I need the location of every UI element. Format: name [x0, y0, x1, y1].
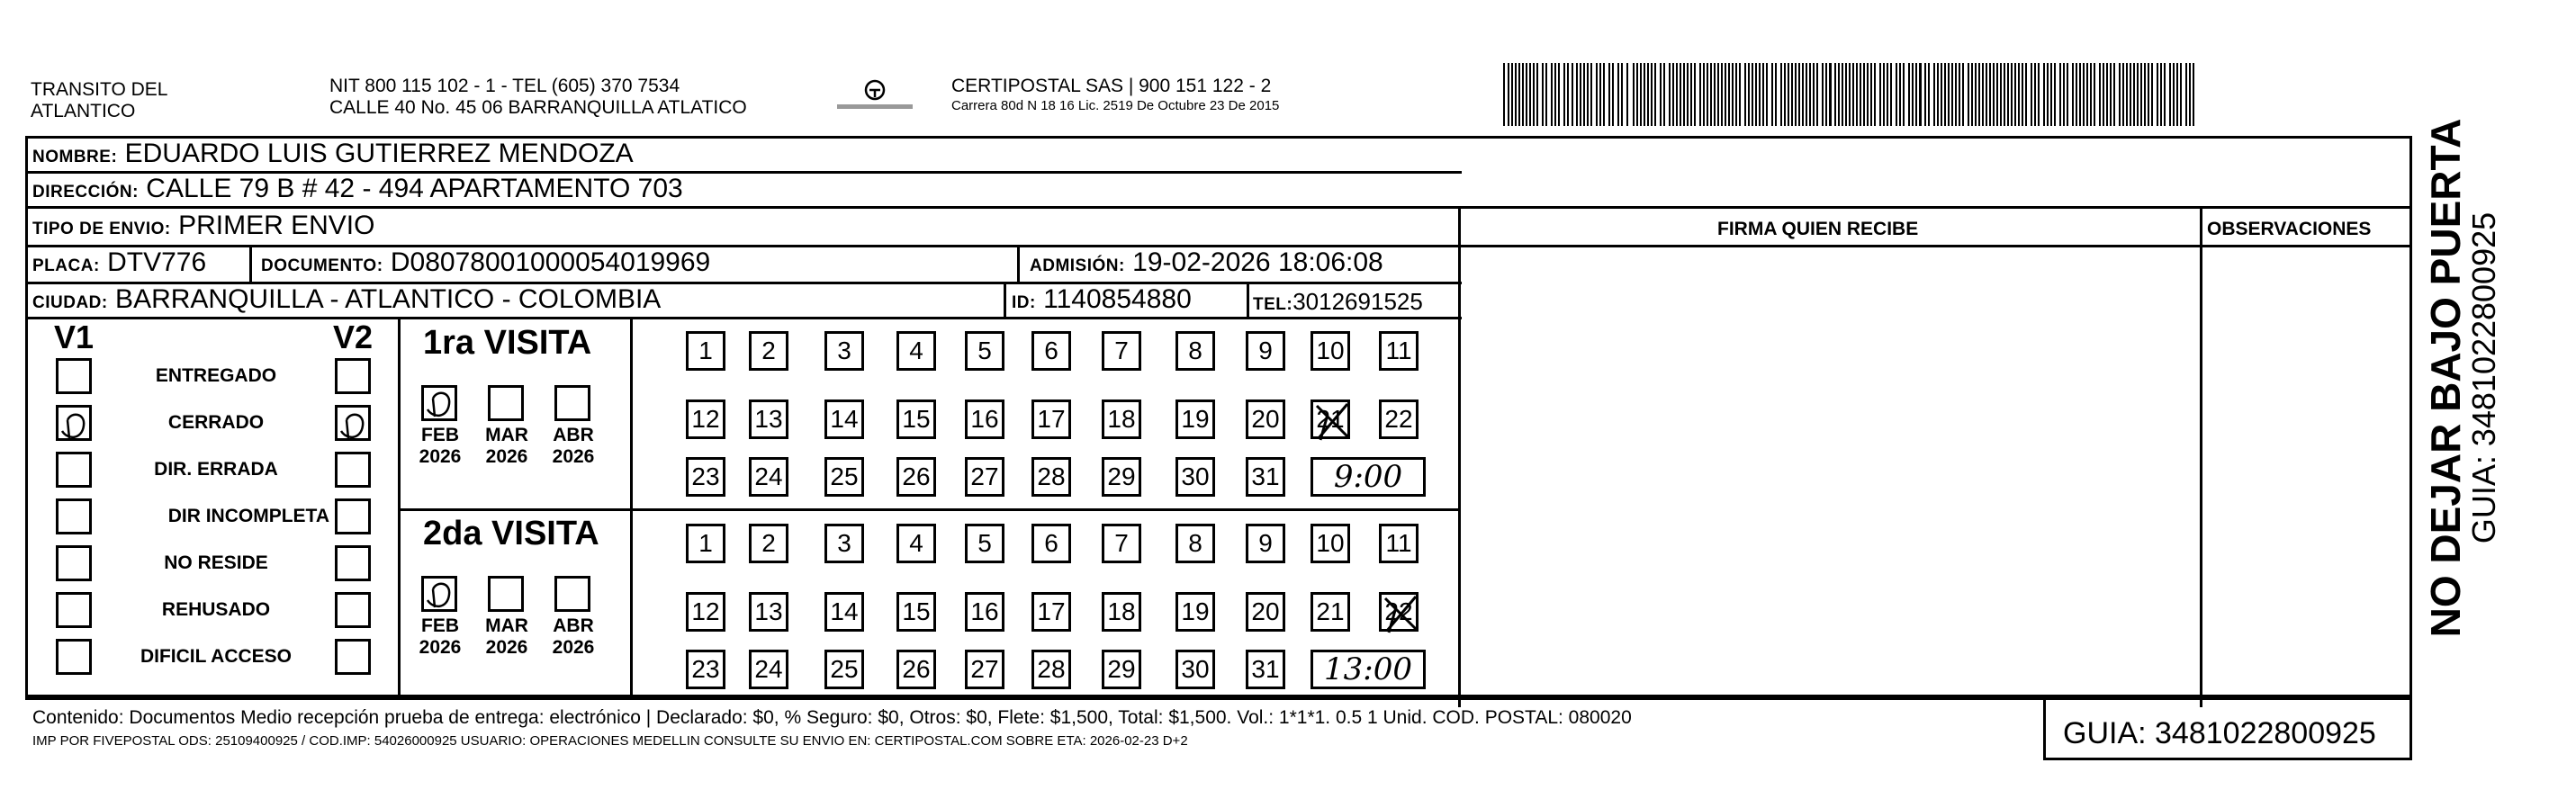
v2-checkbox[interactable] [335, 498, 371, 534]
nombre-field [32, 139, 634, 173]
day-number: 24 [754, 655, 783, 683]
day-box[interactable] [824, 457, 864, 497]
day-number: 25 [830, 462, 859, 490]
day-number: 24 [754, 462, 783, 490]
day-box[interactable] [965, 592, 1004, 632]
documento-label: DOCUMENTO: [261, 256, 383, 275]
day-box[interactable] [824, 399, 864, 439]
day-number: 18 [1107, 405, 1136, 433]
day-box[interactable] [824, 331, 864, 371]
day-number: 11 [1385, 337, 1412, 364]
day-number: 27 [970, 462, 999, 490]
day-number: 30 [1181, 462, 1210, 490]
id-label: ID: [1012, 293, 1036, 312]
tipo-envio-value: PRIMER ENVIO [170, 211, 375, 240]
day-number: 14 [830, 597, 859, 625]
visit1-title: 1ra VISITA [423, 324, 592, 362]
day-number: 9 [1258, 529, 1273, 557]
day-box[interactable] [1311, 331, 1350, 371]
id-field [1012, 284, 1192, 319]
day-box[interactable] [1102, 592, 1141, 632]
day-number: 29 [1107, 655, 1136, 683]
day-box[interactable] [1175, 457, 1215, 497]
day-number: 6 [1044, 529, 1058, 557]
day-box[interactable] [965, 399, 1004, 439]
issuer-address: CALLE 40 No. 45 06 BARRANQUILLA ATLATICO [329, 97, 747, 118]
day-box[interactable] [749, 524, 788, 563]
placa-field [32, 247, 206, 282]
day-box[interactable] [824, 592, 864, 632]
handwritten-time[interactable]: 13:00 [1311, 650, 1426, 689]
day-number: 2 [761, 337, 776, 364]
ciudad-value: BARRANQUILLA - ATLANTICO - COLOMBIA [107, 284, 662, 314]
tipo-envio-label: TIPO DE ENVIO: [32, 220, 171, 238]
status-label: ENTREGADO [155, 365, 277, 386]
direccion-value: CALLE 79 B # 42 - 494 APARTAMENTO 703 [138, 174, 683, 203]
check-mark-icon [420, 573, 460, 617]
day-number: 5 [977, 337, 992, 364]
day-number: 7 [1114, 337, 1129, 364]
id-value: 1140854880 [1035, 284, 1192, 314]
issuer-line2: ATLANTICO [31, 101, 136, 121]
day-number: 19 [1181, 405, 1210, 433]
tel-field [1253, 286, 1423, 320]
day-box[interactable] [896, 399, 936, 439]
day-number: 26 [902, 462, 931, 490]
day-box[interactable] [749, 331, 788, 371]
issuer-name [31, 79, 167, 122]
day-number: 10 [1316, 529, 1345, 557]
day-box[interactable] [1175, 331, 1215, 371]
day-number: 19 [1181, 597, 1210, 625]
day-box[interactable] [686, 650, 725, 689]
day-number: 17 [1037, 405, 1066, 433]
day-number: 29 [1107, 462, 1136, 490]
day-box[interactable] [896, 592, 936, 632]
day-box[interactable] [1102, 331, 1141, 371]
month-label: FEB 2026 [419, 425, 462, 467]
day-box[interactable] [1175, 592, 1215, 632]
day-box[interactable] [1102, 399, 1141, 439]
day-box[interactable] [965, 331, 1004, 371]
day-box[interactable] [1246, 457, 1285, 497]
month-checkbox[interactable] [554, 576, 590, 612]
ciudad-field [32, 284, 661, 319]
day-box[interactable] [749, 399, 788, 439]
day-number: 10 [1316, 337, 1345, 364]
courier-line2: Carrera 80d N 18 16 Lic. 2519 De Octubre 23 De 2015 [951, 98, 1280, 113]
side-text [2422, 108, 2506, 648]
day-box[interactable] [1175, 650, 1215, 689]
day-number: 4 [909, 337, 923, 364]
status-label: DIR. ERRADA [154, 459, 278, 480]
day-box[interactable] [896, 650, 936, 689]
day-box[interactable] [686, 457, 725, 497]
day-box[interactable] [965, 650, 1004, 689]
day-number: 3 [837, 529, 851, 557]
status-label: REHUSADO [161, 599, 271, 620]
day-box[interactable] [1311, 524, 1350, 563]
side-warning: NO DEJAR BAJO PUERTA [2422, 118, 2469, 638]
nombre-label: NOMBRE: [32, 148, 118, 166]
direccion-label: DIRECCIÓN: [32, 183, 139, 202]
day-box[interactable] [686, 399, 725, 439]
observaciones-label: OBSERVACIONES [2207, 219, 2372, 239]
day-number: 15 [902, 405, 931, 433]
day-box[interactable] [965, 457, 1004, 497]
issuer-contact [329, 76, 747, 119]
documento-value: D08078001000054019969 [383, 247, 711, 277]
month-checkbox[interactable] [554, 385, 590, 421]
footer-contenido: Contenido: Documentos Medio recepción prueba de entrega: electrónico | Declarado: $0, % Seguro: $0, Otros: $0, Flete: $1,500, Total: $1,500. Vol.: 1*1*1. 0.5 1 Unid. COD. POSTAL: 080020 [32, 707, 1632, 728]
day-number: 17 [1037, 597, 1066, 625]
courier-logo [832, 77, 918, 117]
month-checkbox[interactable] [488, 576, 524, 612]
month-label: ABR 2026 [552, 425, 595, 467]
barcode [1501, 63, 2203, 126]
day-box[interactable] [749, 457, 788, 497]
footer-imp: IMP POR FIVEPOSTAL ODS: 25109400925 / COD.IMP: 54026000925 USUARIO: OPERACIONES MEDELLIN CONSULTE SU ENVIO EN: CERTIPOSTAL.COM SOBRE ETA: 2026-02-23 D+2 [32, 733, 1188, 749]
day-number: 23 [691, 655, 720, 683]
day-box[interactable] [1246, 331, 1285, 371]
admision-value: 19-02-2026 18:06:08 [1124, 247, 1383, 277]
day-number: 13 [754, 405, 783, 433]
firma-label: FIRMA QUIEN RECIBE [1717, 219, 1919, 239]
day-number: 21 [1316, 405, 1345, 433]
visit2-title: 2da VISITA [423, 515, 599, 552]
day-box[interactable] [896, 331, 936, 371]
day-number: 8 [1188, 337, 1202, 364]
placa-value: DTV776 [99, 247, 207, 277]
day-number: 12 [691, 405, 720, 433]
tel-label: TEL: [1253, 295, 1293, 314]
month-checkbox[interactable] [421, 576, 457, 612]
day-box[interactable] [1175, 399, 1215, 439]
day-number: 31 [1251, 462, 1280, 490]
day-number: 4 [909, 529, 923, 557]
day-number: 1 [698, 529, 713, 557]
day-box[interactable] [1102, 650, 1141, 689]
day-box[interactable] [1031, 592, 1071, 632]
day-box[interactable] [1379, 331, 1419, 371]
month-label: FEB 2026 [419, 615, 462, 658]
v1-header: V1 [54, 319, 95, 355]
form-frame [25, 136, 2412, 697]
tel-value: 3012691525 [1293, 288, 1423, 315]
day-box[interactable] [686, 592, 725, 632]
day-box[interactable] [1102, 457, 1141, 497]
check-mark-icon [420, 382, 460, 426]
month-label: ABR 2026 [552, 615, 595, 658]
day-box[interactable] [1246, 650, 1285, 689]
day-number: 16 [970, 597, 999, 625]
admision-field [1030, 247, 1383, 282]
day-number: 1 [698, 337, 713, 364]
ciudad-label: CIUDAD: [32, 293, 108, 312]
day-box[interactable] [824, 524, 864, 563]
day-number: 5 [977, 529, 992, 557]
placa-label: PLACA: [32, 256, 100, 275]
day-box[interactable] [1175, 524, 1215, 563]
month-checkbox[interactable] [421, 385, 457, 421]
day-box[interactable] [1102, 524, 1141, 563]
handwritten-time[interactable]: 9:00 [1311, 457, 1426, 497]
courier-line1: CERTIPOSTAL SAS | 900 151 122 - 2 [951, 76, 1272, 96]
direccion-field [32, 174, 683, 208]
day-number: 31 [1251, 655, 1280, 683]
day-box[interactable] [1031, 650, 1071, 689]
day-number: 6 [1044, 337, 1058, 364]
v2-header: V2 [333, 319, 374, 355]
day-number: 11 [1385, 529, 1412, 557]
day-number: 25 [830, 655, 859, 683]
day-number: 3 [837, 337, 851, 364]
day-box[interactable] [965, 524, 1004, 563]
day-box[interactable] [1379, 592, 1419, 632]
documento-field [261, 247, 710, 282]
day-box[interactable] [749, 650, 788, 689]
day-number: 20 [1251, 405, 1280, 433]
day-number: 16 [970, 405, 999, 433]
day-number: 15 [902, 597, 931, 625]
admision-label: ADMISIÓN: [1030, 256, 1125, 275]
side-guia: GUIA: 3481022800925 [2465, 211, 2502, 544]
day-box[interactable] [896, 457, 936, 497]
day-number: 12 [691, 597, 720, 625]
day-number: 13 [754, 597, 783, 625]
day-number: 23 [691, 462, 720, 490]
status-label: CERRADO [167, 412, 265, 433]
status-label: DIFICIL ACCESO [140, 646, 292, 667]
day-number: 28 [1037, 462, 1066, 490]
day-box[interactable] [1031, 399, 1071, 439]
day-box[interactable] [896, 524, 936, 563]
day-box[interactable] [686, 524, 725, 563]
day-number: 26 [902, 655, 931, 683]
day-box[interactable] [1311, 592, 1350, 632]
month-label: MAR 2026 [485, 425, 528, 467]
day-number: 18 [1107, 597, 1136, 625]
tipo-envio-field [32, 211, 374, 245]
day-box[interactable] [1379, 399, 1419, 439]
status-label: NO RESIDE [164, 552, 268, 573]
day-number: 2 [761, 529, 776, 557]
nit-line: NIT 800 115 102 - 1 - TEL (605) 370 7534 [329, 76, 680, 96]
day-box[interactable] [824, 650, 864, 689]
nombre-value: EDUARDO LUIS GUTIERREZ MENDOZA [117, 139, 634, 168]
day-number: 28 [1037, 655, 1066, 683]
day-number: 20 [1251, 597, 1280, 625]
month-checkbox[interactable] [488, 385, 524, 421]
guia-box: GUIA: 3481022800925 [2063, 716, 2376, 750]
month-label: MAR 2026 [485, 615, 528, 658]
day-box[interactable] [1246, 592, 1285, 632]
day-box[interactable] [1031, 457, 1071, 497]
day-box[interactable] [1031, 524, 1071, 563]
day-number: 7 [1114, 529, 1129, 557]
day-number: 21 [1316, 597, 1345, 625]
day-box[interactable] [749, 592, 788, 632]
day-number: 22 [1384, 405, 1413, 433]
courier-info [951, 76, 1279, 115]
day-number: 30 [1181, 655, 1210, 683]
issuer-line1: TRANSITO DEL [31, 79, 168, 100]
day-box[interactable] [1311, 399, 1350, 439]
day-number: 14 [830, 405, 859, 433]
day-number: 22 [1384, 597, 1413, 625]
status-label: DIR INCOMPLETA [167, 506, 329, 526]
day-number: 27 [970, 655, 999, 683]
day-number: 8 [1188, 529, 1202, 557]
day-number: 9 [1258, 337, 1273, 364]
day-box[interactable] [1379, 524, 1419, 563]
day-box[interactable] [1246, 399, 1285, 439]
day-box[interactable] [1246, 524, 1285, 563]
day-box[interactable] [686, 331, 725, 371]
day-box[interactable] [1031, 331, 1071, 371]
